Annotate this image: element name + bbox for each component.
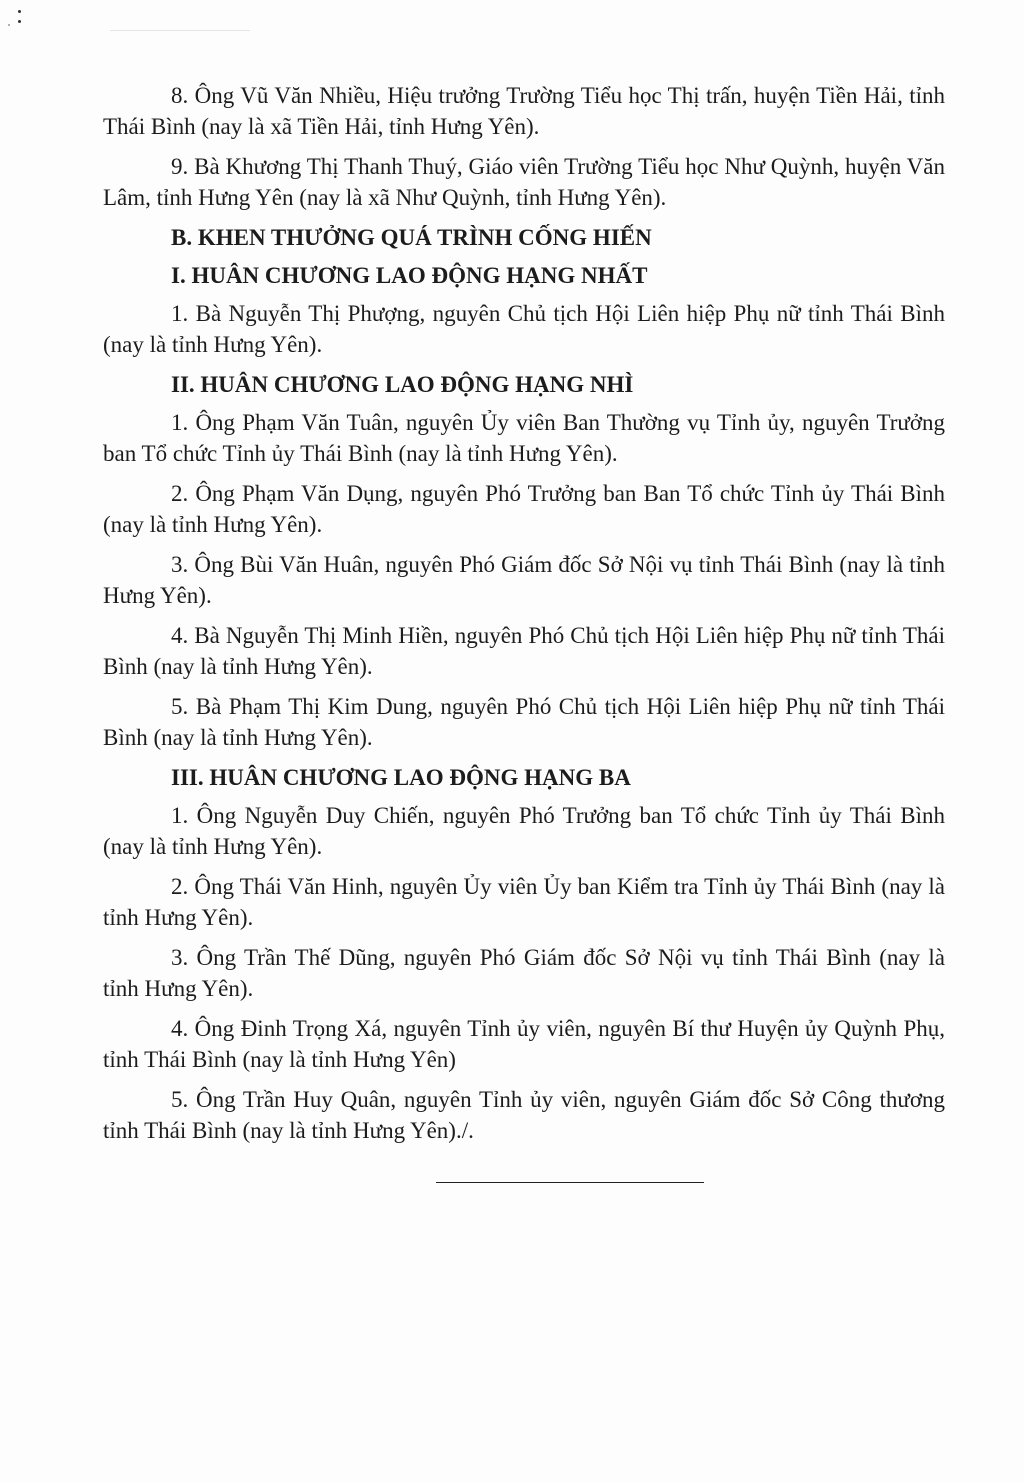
list-item: 9. Bà Khương Thị Thanh Thuý, Giáo viên Trường Tiểu học Như Quỳnh, huyện Văn Lâm, tỉnh Hưng Yên (nay là xã Như Quỳnh, tỉnh Hưng Yên). [103,154,945,210]
list-item: 3. Ông Bùi Văn Huân, nguyên Phó Giám đốc Sở Nội vụ tỉnh Thái Bình (nay là tỉnh Hưng Yên). [103,552,945,608]
subsection-heading: II. HUÂN CHƯƠNG LAO ĐỘNG HẠNG NHÌ [171,372,634,397]
scan-artifact-line [110,30,250,31]
document-body [103,80,945,1155]
end-divider [436,1182,704,1183]
list-item: 5. Ông Trần Huy Quân, nguyên Tỉnh ủy viên, nguyên Giám đốc Sở Công thương tỉnh Thái Bình (nay là tỉnh Hưng Yên)./. [103,1087,945,1143]
list-item: 3. Ông Trần Thế Dũng, nguyên Phó Giám đốc Sở Nội vụ tỉnh Thái Bình (nay là tỉnh Hưng Yên). [103,945,945,1001]
list-item: 4. Ông Đinh Trọng Xá, nguyên Tỉnh ủy viên, nguyên Bí thư Huyện ủy Quỳnh Phụ, tỉnh Thái Bình (nay là tỉnh Hưng Yên) [103,1016,945,1072]
list-item: 1. Ông Phạm Văn Tuân, nguyên Ủy viên Ban Thường vụ Tỉnh ủy, nguyên Trưởng ban Tổ chức Tỉnh ủy Thái Bình (nay là tỉnh Hưng Yên). [103,410,945,466]
list-item: 2. Ông Thái Văn Hinh, nguyên Ủy viên Ủy ban Kiểm tra Tỉnh ủy Thái Bình (nay là tỉnh Hưng Yên). [103,874,945,930]
list-item: 5. Bà Phạm Thị Kim Dung, nguyên Phó Chủ tịch Hội Liên hiệp Phụ nữ tỉnh Thái Bình (nay là tỉnh Hưng Yên). [103,694,945,750]
list-item: 4. Bà Nguyễn Thị Minh Hiền, nguyên Phó Chủ tịch Hội Liên hiệp Phụ nữ tỉnh Thái Bình (nay là tỉnh Hưng Yên). [103,623,945,679]
scan-artifact [6,8,26,28]
subsection-heading: I. HUÂN CHƯƠNG LAO ĐỘNG HẠNG NHẤT [171,263,648,288]
list-item: 8. Ông Vũ Văn Nhiều, Hiệu trưởng Trường Tiểu học Thị trấn, huyện Tiền Hải, tỉnh Thái Bình (nay là xã Tiền Hải, tỉnh Hưng Yên). [103,83,945,139]
list-item: 1. Ông Nguyễn Duy Chiến, nguyên Phó Trưởng ban Tổ chức Tỉnh ủy Thái Bình (nay là tỉnh Hưng Yên). [103,803,945,859]
list-item: 1. Bà Nguyễn Thị Phượng, nguyên Chủ tịch Hội Liên hiệp Phụ nữ tỉnh Thái Bình (nay là tỉnh Hưng Yên). [103,301,945,357]
section-heading: B. KHEN THƯỞNG QUÁ TRÌNH CỐNG HIẾN [171,225,652,250]
subsection-heading: III. HUÂN CHƯƠNG LAO ĐỘNG HẠNG BA [171,765,631,790]
list-item: 2. Ông Phạm Văn Dụng, nguyên Phó Trưởng ban Ban Tổ chức Tỉnh ủy Thái Bình (nay là tỉnh Hưng Yên). [103,481,945,537]
